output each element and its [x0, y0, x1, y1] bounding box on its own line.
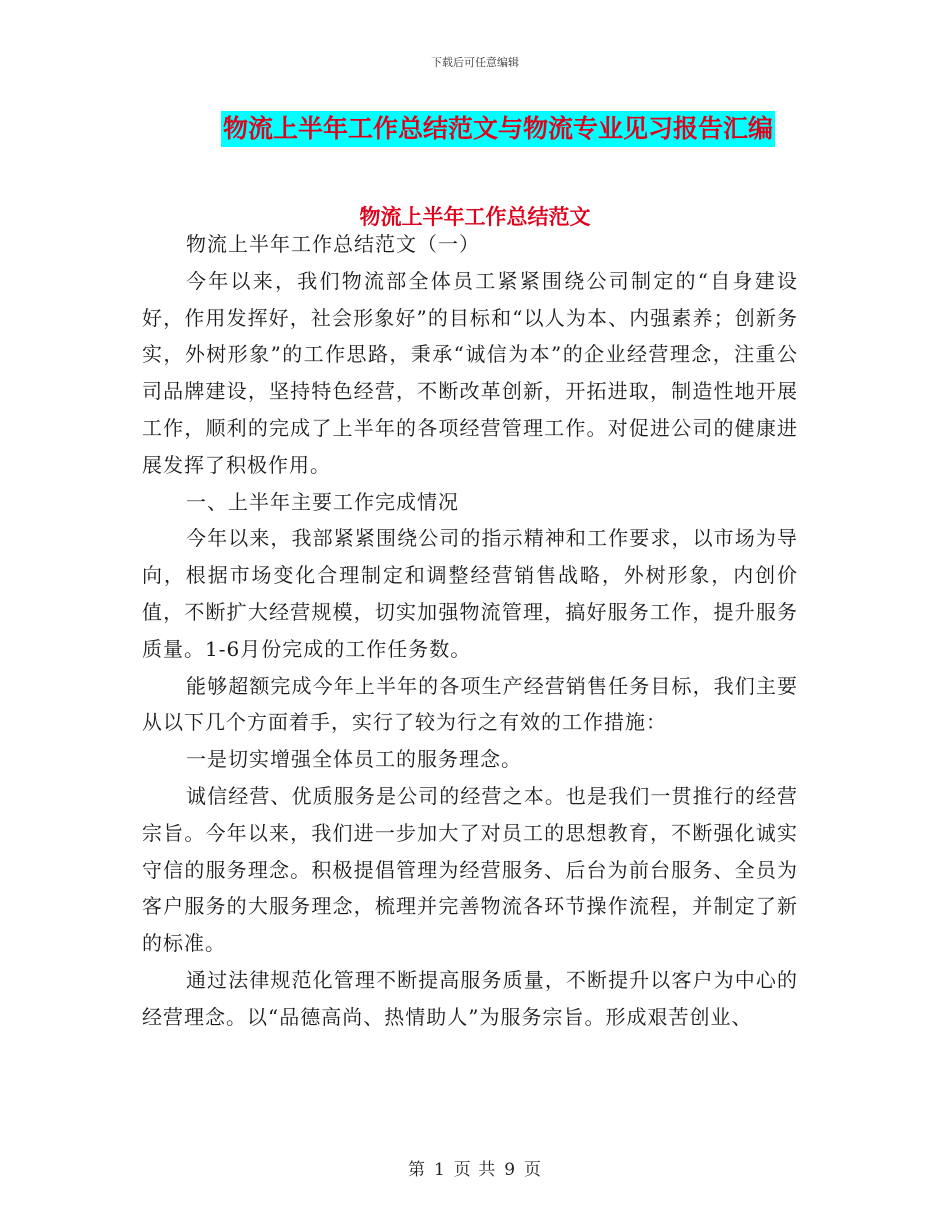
- paragraph-6: 一是切实增强全体员工的服务理念。: [186, 747, 522, 772]
- footer-prefix: 第: [407, 1160, 426, 1180]
- main-title: 物流上半年工作总结范文与物流专业见习报告汇编: [221, 111, 775, 147]
- footer-middle: 页 共: [453, 1160, 497, 1180]
- footer-page-number: 1: [433, 1160, 446, 1180]
- footer-suffix: 页: [524, 1160, 543, 1180]
- paragraph-3: 一、上半年主要工作完成情况: [186, 489, 459, 514]
- paragraph-5: 能够超额完成今年上半年的各项生产经营销售任务目标，我们主要从以下几个方面着手，实行了较为行之有效的工作措施：: [142, 673, 798, 735]
- paragraph-1: 物流上半年工作总结范文（一）: [186, 232, 480, 256]
- paragraph-2: 今年以来，我们物流部全体员工紧紧围绕公司制定的“自身建设好，作用发挥好，社会形象好”的目标和“以人为本、内强素养；创新务实，外树形象”的工作思路，秉承“诚信为本”的企业经营理念，注重公司品牌建设，坚持特色经营，不断改革创新，开拓进取，制造性地开展工作，顺利的完成了上半年的各项经营管理工作。对促进公司的健康进展发挥了积极作用。: [142, 268, 798, 477]
- paragraph-8: 通过法律规范化管理不断提高服务质量，不断提升以客户为中心的经营理念。以“品德高尚、热情助人”为服务宗旨。形成艰苦创业、: [142, 967, 798, 1029]
- document-body: [142, 226, 798, 1036]
- section-title: 物流上半年工作总结范文: [359, 204, 591, 229]
- footer-total-pages: 9: [504, 1160, 517, 1180]
- paragraph-4: 今年以来，我部紧紧围绕公司的指示精神和工作要求，以市场为导向，根据市场变化合理制定和调整经营销售战略，外树形象，内创价值，不断扩大经营规模，切实加强物流管理，搞好服务工作，提升服务质量。1-6月份完成的工作任务数。: [142, 526, 798, 661]
- paragraph-7: 诚信经营、优质服务是公司的经营之本。也是我们一贯推行的经营宗旨。今年以来，我们进一步加大了对员工的思想教育，不断强化诚实守信的服务理念。积极提倡管理为经营服务、后台为前台服务、全员为客户服务的大服务理念，梳理并完善物流各环节操作流程，并制定了新的标准。: [142, 783, 798, 956]
- header-note: 下载后可任意编辑: [431, 56, 519, 69]
- main-title-wrap: [0, 111, 950, 147]
- page-footer: [0, 1155, 950, 1180]
